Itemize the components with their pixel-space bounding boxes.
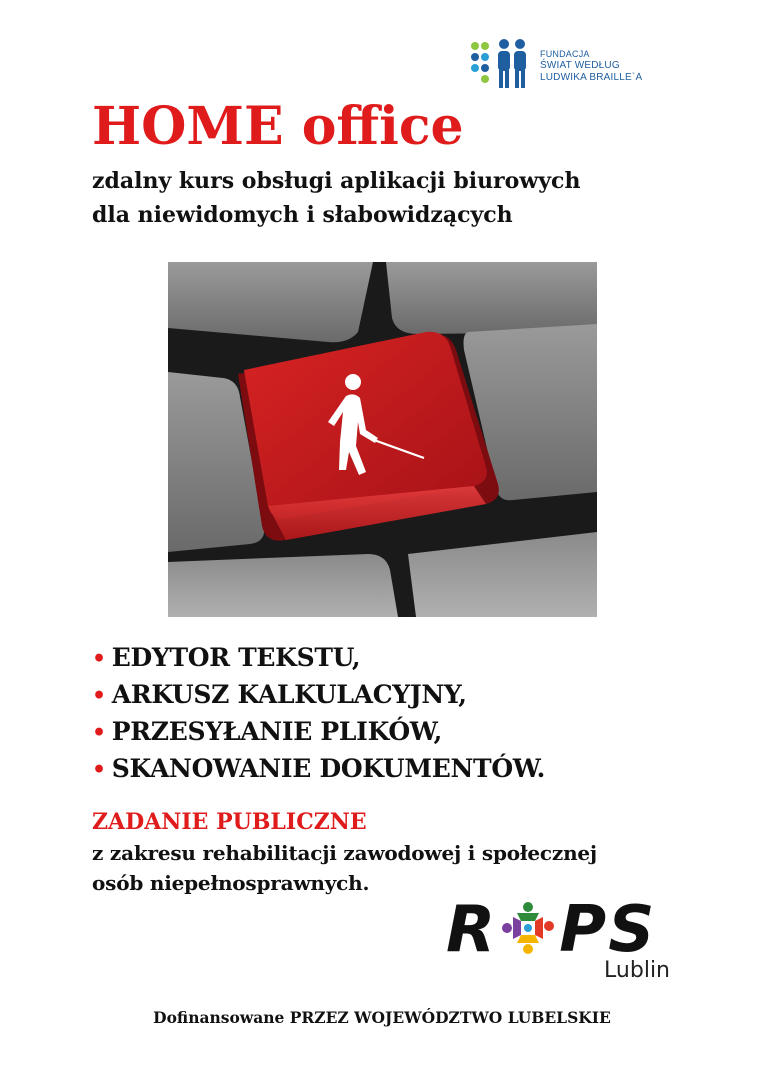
footer-funding: Dofinansowane PRZEZ WOJEWÓDZTWO LUBELSKIE	[153, 1008, 611, 1027]
rops-logo	[446, 892, 686, 992]
rops-city: Lublin	[604, 958, 670, 983]
people-circle-icon	[499, 899, 557, 957]
list-item	[92, 677, 545, 714]
rops-letters-ps: PS	[559, 893, 657, 967]
page-title: HOME office	[92, 96, 464, 157]
subtitle-line-2: dla niewidomych i słabowidzących	[92, 202, 513, 228]
feature-text: SKANOWANIE DOKUMENTÓW.	[111, 754, 546, 783]
foundation-line-3: LUDWIKA BRAILLE`A	[540, 72, 643, 83]
page-subtitle	[92, 164, 580, 232]
foundation-name	[540, 48, 642, 84]
rops-wordmark	[446, 892, 656, 968]
public-task-title: ZADANIE PUBLICZNE	[92, 809, 367, 835]
feature-list	[92, 640, 545, 788]
bullet-icon: •	[92, 757, 106, 783]
public-task-description	[92, 838, 597, 898]
list-item	[92, 640, 545, 677]
feature-text: EDYTOR TEKSTU,	[111, 643, 361, 672]
public-task-line-1: z zakresu rehabilitacji zawodowej i społecznej	[92, 841, 597, 865]
bullet-icon: •	[92, 720, 106, 746]
foundation-line-1: FUNDACJA	[540, 49, 590, 59]
list-item	[92, 714, 545, 751]
list-item	[92, 751, 545, 788]
rops-letter-r: R	[446, 893, 498, 967]
foundation-line-2: ŚWIAT WEDŁUG	[540, 60, 620, 71]
bullet-icon: •	[92, 646, 106, 672]
bullet-icon: •	[92, 683, 106, 709]
foundation-logo	[470, 38, 643, 94]
keyboard-photo	[168, 262, 597, 617]
subtitle-line-1: zdalny kurs obsługi aplikacji biurowych	[92, 168, 581, 194]
people-dots-icon	[470, 38, 538, 94]
public-task-line-2: osób niepełnosprawnych.	[92, 871, 370, 895]
feature-text: PRZESYŁANIE PLIKÓW,	[111, 717, 443, 746]
feature-text: ARKUSZ KALKULACYJNY,	[111, 680, 467, 709]
